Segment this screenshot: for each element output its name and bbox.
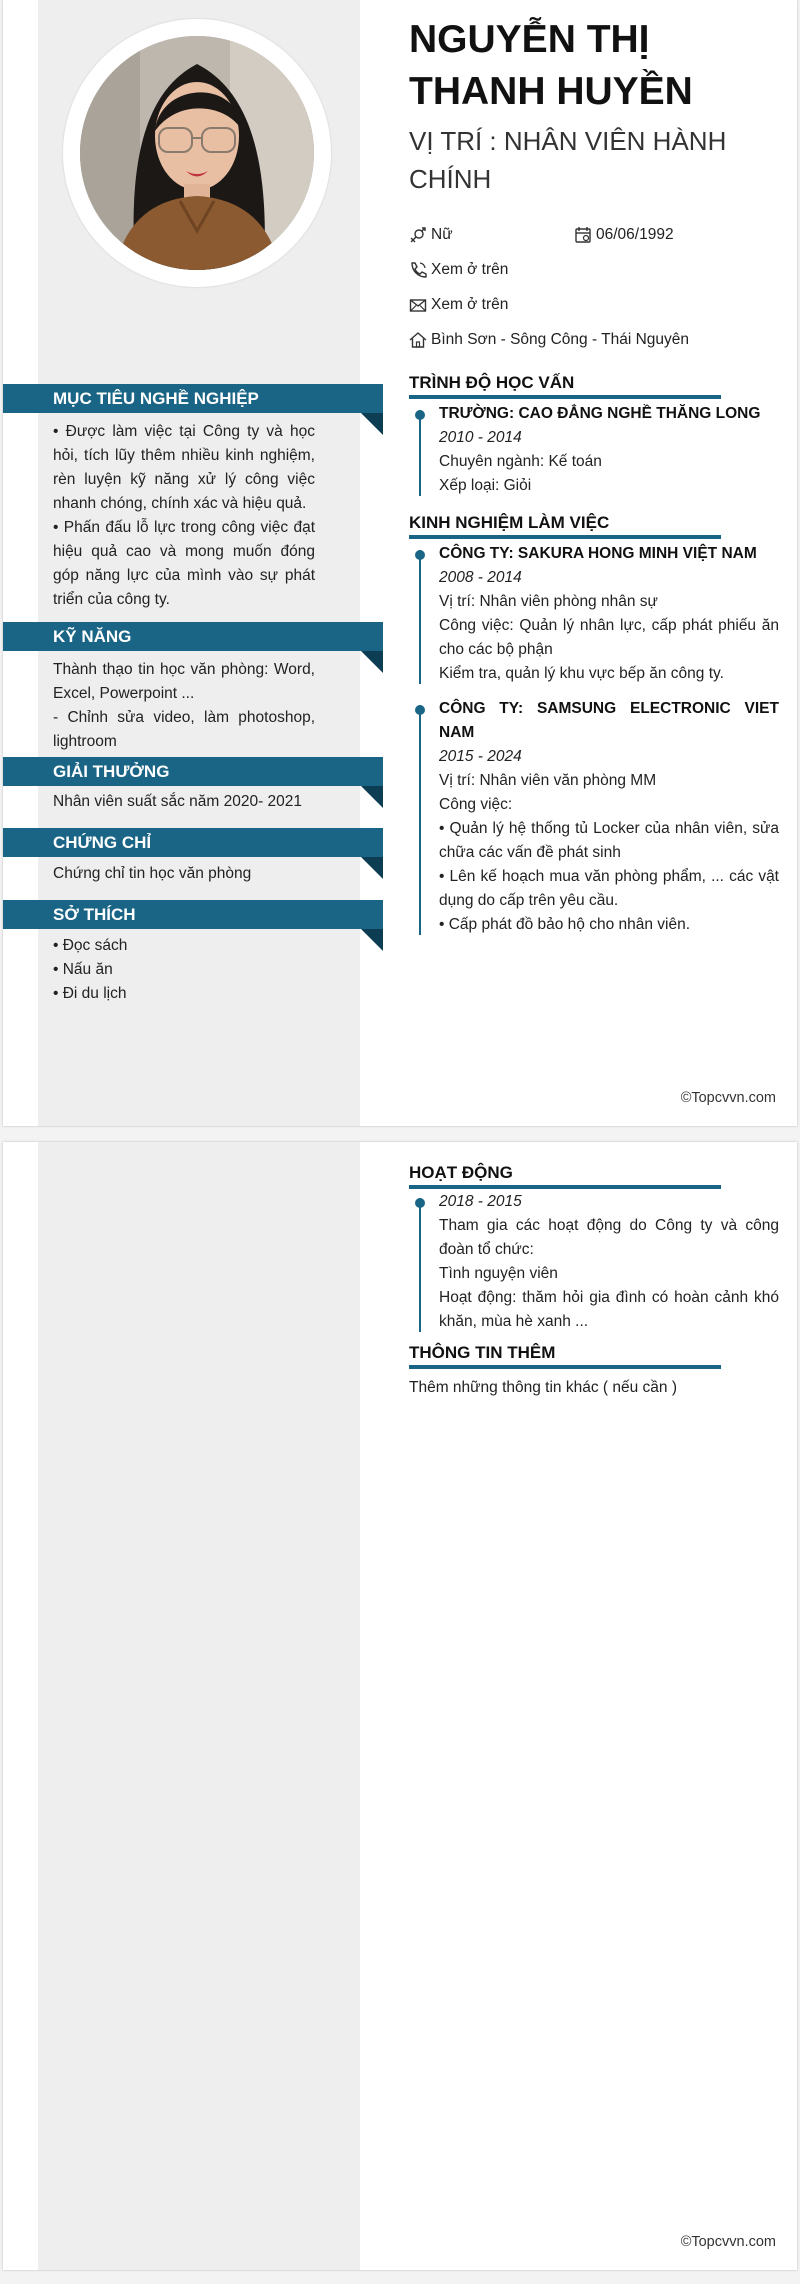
footer-credit: ©Topcvvn.com bbox=[680, 2234, 776, 2250]
timeline-dot bbox=[415, 410, 425, 420]
ribbon-fold bbox=[361, 413, 383, 435]
education-entry: TRƯỜNG: CAO ĐẲNG NGHỀ THĂNG LONG 2010 - 2014 Chuyên ngành: Kế toán Xếp loại: Giỏi bbox=[419, 402, 779, 498]
objective-text: • Được làm việc tại Công ty và học hỏi, tích lũy thêm nhiều kinh nghiệm, rèn luyện kỹ năng xử lý công việc nhanh chóng, chính xác và hiệu quả. • Phấn đấu lỗ lực trong công việc đạt hiệu quả cao và mong muốn đóng góp năng lực của mình vào sự phát triển của công ty. bbox=[53, 423, 315, 608]
phone-info: Xem ở trên bbox=[409, 260, 508, 280]
footer-credit: ©Topcvvn.com bbox=[680, 1090, 776, 1106]
education-period: 2010 - 2014 bbox=[439, 429, 522, 446]
job-period: 2008 - 2014 bbox=[439, 569, 522, 586]
email-info: Xem ở trên bbox=[409, 295, 508, 315]
school-name: TRƯỜNG: CAO ĐẲNG NGHỀ THĂNG LONG bbox=[439, 405, 761, 422]
activity-period: 2018 - 2015 bbox=[439, 1193, 522, 1210]
home-icon bbox=[409, 331, 427, 349]
address-info: Bình Sơn - Sông Công - Thái Nguyên bbox=[409, 330, 689, 350]
activities-heading: HOẠT ĐỘNG bbox=[409, 1162, 721, 1189]
certificates-text: Chứng chỉ tin học văn phòng bbox=[53, 865, 252, 882]
timeline-dot bbox=[415, 1198, 425, 1208]
ribbon-fold bbox=[361, 786, 383, 808]
certificates-heading: CHỨNG CHỈ bbox=[3, 828, 383, 857]
candidate-name: NGUYỄN THỊ THANH HUYỀN bbox=[409, 18, 693, 113]
gender-icon bbox=[409, 226, 427, 244]
avatar bbox=[80, 36, 314, 270]
company-name: CÔNG TY: SAKURA HONG MINH VIỆT NAM bbox=[439, 545, 757, 562]
extra-info-text: Thêm những thông tin khác ( nếu cần ) bbox=[409, 1379, 678, 1396]
ribbon-fold bbox=[361, 651, 383, 673]
list-item: • Nấu ăn bbox=[53, 961, 113, 978]
ribbon-fold bbox=[361, 929, 383, 951]
activity-entry: 2018 - 2015 Tham gia các hoạt động do Công ty và công đoàn tổ chức: Tình nguyện viên Hoạt động: thăm hỏi gia đình có hoàn cảnh khó khăn, mùa hè xanh ... bbox=[419, 1190, 779, 1334]
calendar-icon bbox=[574, 226, 592, 244]
avatar-frame bbox=[63, 19, 331, 287]
timeline-dot bbox=[415, 550, 425, 560]
experience-entry: CÔNG TY: SAKURA HONG MINH VIỆT NAM 2008 - 2014 Vị trí: Nhân viên phòng nhân sự Công việc: Quản lý nhân lực, cấp phát phiếu ăn cho các bộ phận Kiểm tra, quản lý khu vực bếp ăn công ty. bbox=[419, 542, 779, 686]
hobbies-list bbox=[53, 934, 315, 1006]
education-heading: TRÌNH ĐỘ HỌC VẤN bbox=[409, 372, 721, 399]
cv-page-2 bbox=[3, 1142, 797, 2270]
candidate-position: VỊ TRÍ : NHÂN VIÊN HÀNH CHÍNH bbox=[409, 126, 727, 194]
cv-page-1 bbox=[3, 0, 797, 1126]
list-item: • Đi du lịch bbox=[53, 985, 127, 1002]
awards-text: Nhân viên suất sắc năm 2020- 2021 bbox=[53, 793, 303, 810]
experience-entry: CÔNG TY: SAMSUNG ELECTRONIC VIET NAM 2015 - 2024 Vị trí: Nhân viên văn phòng MM Công việc: • Quản lý hệ thống tủ Locker của nhân viên, sửa chữa các vấn đề phát sinh • Lên kế hoạch mua văn phòng phẩm, ... các vật dụng do cấp trên yêu cầu. • Cấp phát đồ bảo hộ cho nhân viên. bbox=[419, 697, 779, 937]
left-sidebar bbox=[38, 1142, 360, 2270]
awards-heading: GIẢI THƯỞNG bbox=[3, 757, 383, 786]
objective-heading: MỤC TIÊU NGHỀ NGHIỆP bbox=[3, 384, 383, 413]
job-period: 2015 - 2024 bbox=[439, 748, 522, 765]
skills-text: Thành thạo tin học văn phòng: Word, Excel, Powerpoint ... - Chỉnh sửa video, làm photoshop, lightroom bbox=[53, 661, 315, 750]
gender-info: Nữ bbox=[409, 225, 453, 245]
dob-info: 06/06/1992 bbox=[574, 225, 674, 245]
email-icon bbox=[409, 296, 427, 314]
phone-icon bbox=[409, 261, 427, 279]
skills-heading: KỸ NĂNG bbox=[3, 622, 383, 651]
extra-info-heading: THÔNG TIN THÊM bbox=[409, 1342, 721, 1369]
list-item: • Đọc sách bbox=[53, 937, 128, 954]
hobbies-heading: SỞ THÍCH bbox=[3, 900, 383, 929]
company-name: CÔNG TY: SAMSUNG ELECTRONIC VIET NAM bbox=[439, 700, 779, 741]
experience-heading: KINH NGHIỆM LÀM VIỆC bbox=[409, 512, 721, 539]
timeline-dot bbox=[415, 705, 425, 715]
ribbon-fold bbox=[361, 857, 383, 879]
avatar-image bbox=[80, 36, 314, 270]
